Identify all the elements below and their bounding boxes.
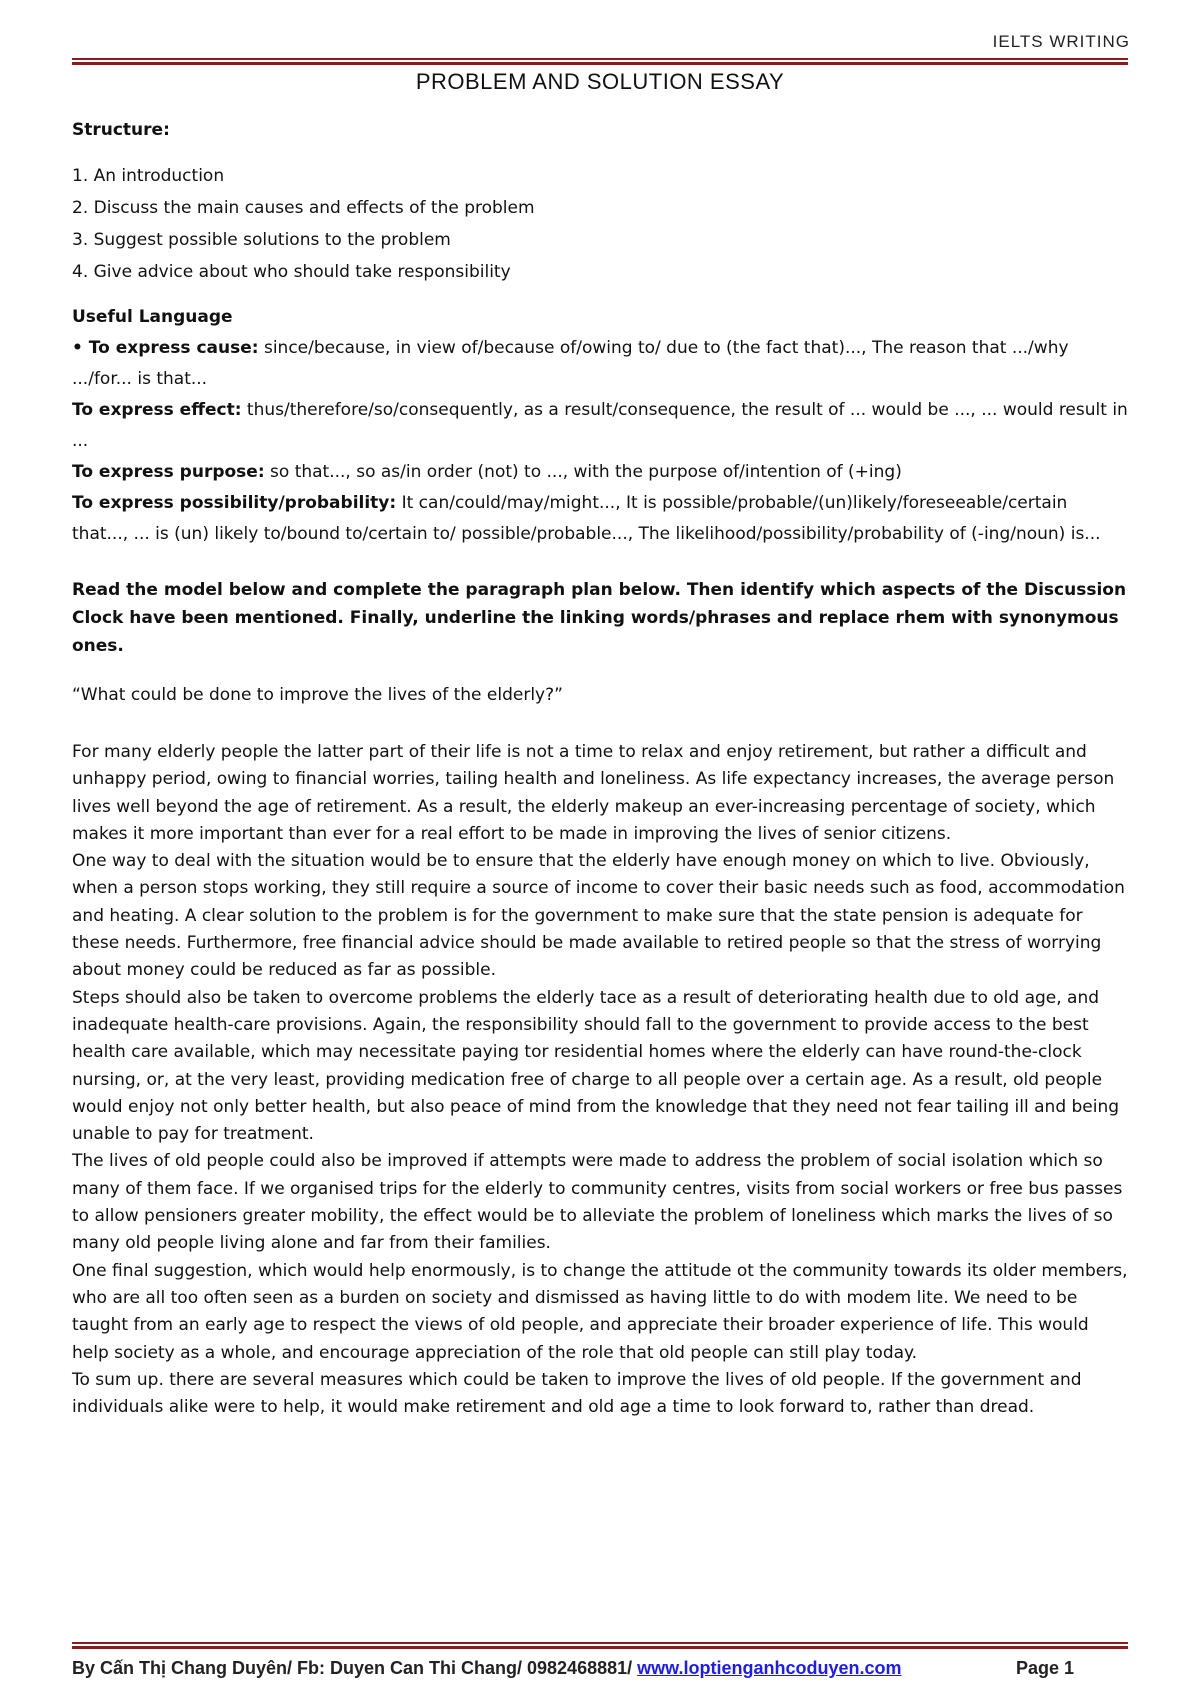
language-item-effect <box>72 395 1128 457</box>
structure-heading: Structure: <box>72 120 170 140</box>
list-item: 1. An introduction <box>72 166 225 186</box>
page-number: Page 1 <box>1015 1658 1074 1678</box>
language-text: thus/therefore/so/consequently, as a result/consequence, the result of ... would be ..., ... would result in ... <box>72 400 1128 451</box>
footer-credit <box>72 1658 901 1679</box>
language-item-possibility <box>72 488 1128 550</box>
language-text: since/because, in view of/because of/owing to/ due to (the fact that)..., The reason that .../why .../for... is that... <box>72 338 1069 389</box>
essay-question: “What could be done to improve the lives of the elderly?” <box>72 685 563 705</box>
essay-paragraph: The lives of old people could also be improved if attempts were made to address the problem of social isolation which so many of them face. If we organised trips for the elderly to community centres, visits from social workers or free bus passes to allow pensioners greater mobility, the effect would be to alleviate the problem of loneliness which marks the lives of so many old people living alone and far from their families. <box>72 1151 1123 1254</box>
structure-list <box>72 160 1128 288</box>
language-label: • To express cause: <box>72 338 259 358</box>
essay-paragraph: One way to deal with the situation would be to ensure that the elderly have enough money on which to live. Obviously, when a person stops working, they still require a source of income to cover their basic needs such as food, accommodation and heating. A clear solution to the problem is for the government to make sure that the state pension is adequate for these needs. Furthermore, free financial advice should be made available to retired people so that the stress of worrying about money could be reduced as far as possible. <box>72 851 1125 981</box>
header-rule <box>72 58 1128 65</box>
language-item-purpose <box>72 457 1128 488</box>
language-text: so that..., so as/in order (not) to ..., with the purpose of/intention of (+ing) <box>264 462 902 482</box>
page-title: PROBLEM AND SOLUTION ESSAY <box>415 69 785 94</box>
language-label: To express possibility/probability: <box>72 493 397 513</box>
instruction-text: Read the model below and complete the paragraph plan below. Then identify which aspects of the Discussion Clock have been mentioned. Finally, underline the linking words/phrases and replace rhem with synonymous ones. <box>72 580 1127 656</box>
language-label: To express effect: <box>72 400 242 420</box>
header-label: IELTS WRITING <box>992 32 1130 51</box>
useful-language-list <box>72 333 1128 550</box>
list-item: 2. Discuss the main causes and effects of the problem <box>72 198 535 218</box>
list-item: 3. Suggest possible solutions to the problem <box>72 230 451 250</box>
footer <box>72 1658 1128 1679</box>
language-text: It can/could/may/might..., It is possible/probable/(un)likely/foreseeable/certain that..., ... is (un) likely to/bound to/certain to/ possible/probable..., The likelihood/possibility/probability of (-ing/noun) is... <box>72 493 1101 544</box>
essay-paragraph: To sum up. there are several measures which could be taken to improve the lives of old people. If the government and individuals alike were to help, it would make retirement and old age a time to look forward to, rather than dread. <box>72 1369 1082 1418</box>
useful-language-heading: Useful Language <box>72 307 233 327</box>
essay-paragraph: One final suggestion, which would help enormously, is to change the attitude ot the community towards its older members, who are all too often seen as a burden on society and dismissed as having little to do with modem lite. We need to be taught from an early age to respect the views of old people, and appreciate their broader experience of life. This would help society as a whole, and encourage appreciation of the role that old people can still play today. <box>72 1260 1128 1363</box>
model-essay <box>72 739 1128 1421</box>
document-body <box>72 68 1128 1421</box>
list-item: 4. Give advice about who should take responsibility <box>72 262 511 282</box>
language-label: To express purpose: <box>72 462 265 482</box>
footer-author: By Cấn Thị Chang Duyên/ Fb: Duyen Can Thi Chang/ 0982468881/ <box>72 1658 638 1678</box>
footer-website-link[interactable]: www.loptienganhcoduyen.com <box>637 1658 902 1678</box>
footer-rule <box>72 1642 1128 1649</box>
language-item-cause <box>72 333 1128 395</box>
essay-paragraph: Steps should also be taken to overcome problems the elderly tace as a result of deteriorating health due to old age, and inadequate health-care provisions. Again, the responsibility should fall to the government to provide access to the best health care available, which may necessitate paying tor residential homes where the elderly can have round-the-clock nursing, or, at the very least, providing medication free of charge to all people over a certain age. As a result, old people would enjoy not only better health, but also peace of mind from the knowledge that they need not fear tailing ill and being unable to pay for treatment. <box>72 987 1120 1145</box>
essay-paragraph: For many elderly people the latter part of their life is not a time to relax and enjoy retirement, but rather a difficult and unhappy period, owing to financial worries, tailing health and loneliness. As life expectancy increases, the average person lives well beyond the age of retirement. As a result, the elderly makeup an ever-increasing percentage of society, which makes it more important than ever for a real effort to be made in improving the lives of senior citizens. <box>72 742 1115 844</box>
